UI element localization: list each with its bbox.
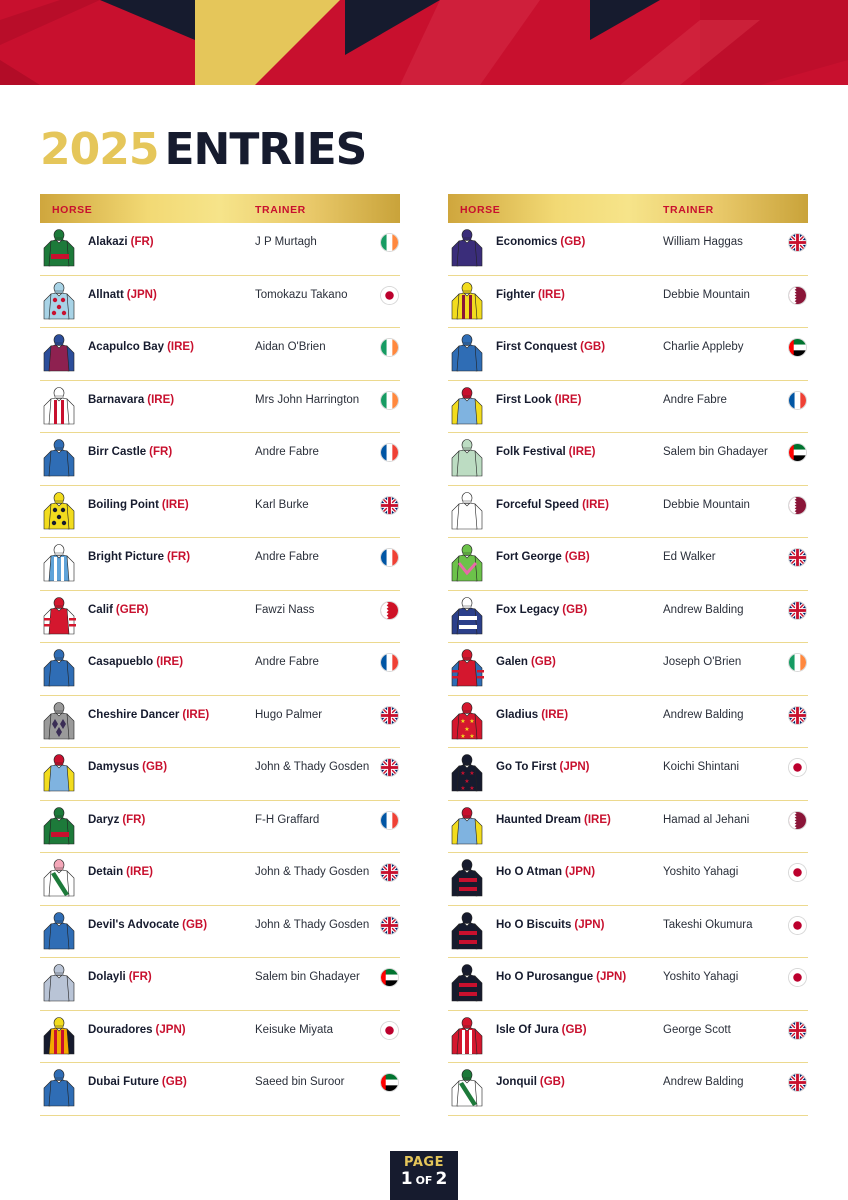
- page-number: [390, 1169, 458, 1189]
- svg-text:★: ★: [464, 779, 470, 785]
- racing-silk-icon: [450, 333, 484, 375]
- horse-name-text: Forceful Speed: [496, 498, 580, 511]
- entries-table-left: [40, 194, 400, 1116]
- horse-name: [496, 1024, 587, 1036]
- trainer-name: Keisuke Miyata: [255, 1023, 333, 1036]
- page-current: 1: [400, 1169, 413, 1189]
- racing-silk-icon: [450, 858, 484, 900]
- table-header: [448, 194, 808, 223]
- horse-country: (FR): [167, 551, 191, 563]
- table-row: [40, 1063, 400, 1116]
- ireland-flag-icon: [789, 654, 806, 671]
- table-row: [448, 276, 808, 329]
- horse-name: [88, 814, 145, 826]
- horse-name-text: Devil's Advocate: [88, 918, 180, 931]
- entries-table-right: [448, 194, 808, 1116]
- horse-name-text: Daryz: [88, 813, 120, 826]
- racing-silk-icon: [450, 701, 484, 743]
- trainer-name: Joseph O'Brien: [663, 656, 742, 668]
- japan-flag-icon: [789, 917, 806, 934]
- horse-name: [88, 289, 157, 301]
- table-row: [40, 906, 400, 959]
- horse-name: [496, 866, 595, 878]
- horse-name: [496, 709, 568, 721]
- table-row: [448, 433, 808, 486]
- racing-silk-icon: [42, 753, 76, 795]
- horse-country: (IRE): [182, 708, 210, 721]
- trainer-name: John & Thady Gosden: [255, 761, 370, 773]
- horse-country: (IRE): [582, 498, 609, 511]
- trainer-name: Yoshito Yahagi: [663, 866, 739, 878]
- title-word: ENTRIES: [164, 124, 367, 175]
- horse-name: [496, 1076, 565, 1088]
- horse-name-text: Jonquil: [496, 1076, 537, 1088]
- horse-country: (GB): [560, 236, 586, 248]
- horse-name-text: Cheshire Dancer: [88, 708, 180, 721]
- horse-country: (JPN): [559, 761, 590, 773]
- horse-name: [88, 551, 190, 563]
- trainer-name: Takeshi Okumura: [663, 918, 753, 931]
- racing-silk-icon: [450, 753, 484, 795]
- table-row: [448, 223, 808, 276]
- racing-silk-icon: [42, 911, 76, 953]
- svg-text:★: ★: [469, 786, 475, 792]
- horse-name-text: Haunted Dream: [496, 813, 581, 826]
- horse-name-text: Detain: [88, 866, 124, 878]
- racing-silk-icon: [42, 386, 76, 428]
- racing-silk-icon: [450, 386, 484, 428]
- trainer-name: Andre Fabre: [255, 446, 319, 458]
- racing-silk-icon: [450, 438, 484, 480]
- horse-country: (FR): [128, 971, 152, 983]
- racing-silk-icon: [42, 1016, 76, 1058]
- table-row: [448, 958, 808, 1011]
- table-row: [40, 853, 400, 906]
- trainer-name: Mrs John Harrington: [255, 393, 360, 406]
- racing-silk-icon: [42, 281, 76, 323]
- horse-country: (IRE): [568, 446, 596, 458]
- horse-name: [88, 446, 172, 458]
- horse-name: [496, 656, 556, 668]
- table-row: [448, 801, 808, 854]
- page-label: PAGE: [404, 1155, 444, 1170]
- uk-flag-icon: [381, 759, 398, 776]
- trainer-name: Debbie Mountain: [663, 288, 750, 301]
- ireland-flag-icon: [381, 392, 398, 409]
- horse-name: [88, 1076, 187, 1088]
- racing-silk-icon: [450, 543, 484, 585]
- horse-name-text: Ho O Purosangue: [496, 971, 594, 983]
- svg-text:★: ★: [464, 726, 470, 733]
- svg-text:★: ★: [469, 771, 475, 777]
- table-row: [448, 906, 808, 959]
- trainer-name: Tomokazu Takano: [255, 288, 348, 301]
- racing-silk-icon: [450, 648, 484, 690]
- uk-flag-icon: [381, 707, 398, 724]
- header-banner: [0, 0, 848, 85]
- trainer-name: Fawzi Nass: [255, 603, 315, 616]
- racing-silk-icon: [42, 228, 76, 270]
- trainer-name: Andre Fabre: [663, 393, 727, 406]
- table-row: [448, 643, 808, 696]
- trainer-name: Andrew Balding: [663, 603, 744, 616]
- horse-country: (IRE): [537, 288, 565, 301]
- horse-name-text: Dubai Future: [88, 1076, 159, 1088]
- horse-name-text: Acapulco Bay: [88, 341, 165, 353]
- horse-country: (GB): [562, 603, 588, 616]
- horse-name-text: Dolayli: [88, 971, 126, 983]
- racing-silk-icon: [42, 701, 76, 743]
- trainer-name: George Scott: [663, 1023, 731, 1036]
- trainer-name: Andrew Balding: [663, 1076, 744, 1088]
- racing-silk-icon: [42, 333, 76, 375]
- horse-name-text: Douradores: [88, 1023, 153, 1036]
- horse-name-text: Ho O Atman: [496, 866, 563, 878]
- horse-name-text: Go To First: [496, 761, 557, 773]
- table-row: [448, 538, 808, 591]
- uk-flag-icon: [789, 549, 806, 566]
- trainer-name: J P Murtagh: [255, 236, 317, 248]
- uk-flag-icon: [381, 917, 398, 934]
- japan-flag-icon: [789, 759, 806, 776]
- horse-name-text: Casapueblo: [88, 656, 154, 668]
- trainer-name: Koichi Shintani: [663, 761, 740, 773]
- horse-name-text: Fort George: [496, 551, 562, 563]
- horse-name-text: Ho O Biscuits: [496, 918, 572, 931]
- france-flag-icon: [381, 654, 398, 671]
- horse-name: [496, 394, 581, 406]
- svg-text:★: ★: [469, 718, 475, 725]
- racing-silk-icon: [450, 1016, 484, 1058]
- horse-name-text: Allnatt: [88, 288, 124, 301]
- horse-country: (IRE): [584, 813, 611, 826]
- page-of: OF: [415, 1174, 433, 1187]
- horse-name-text: Fox Legacy: [496, 603, 560, 616]
- table-header: [40, 194, 400, 223]
- trainer-name: Karl Burke: [255, 498, 309, 511]
- horse-country: (GB): [580, 341, 606, 353]
- horse-country: (JPN): [155, 1023, 186, 1036]
- racing-silk-icon: [450, 596, 484, 638]
- trainer-name: Salem bin Ghadayer: [663, 446, 768, 458]
- rows-left: [40, 223, 400, 1116]
- horse-name: [496, 289, 565, 301]
- horse-country: (IRE): [147, 393, 175, 406]
- trainer-name: Debbie Mountain: [663, 498, 750, 511]
- table-row: [40, 276, 400, 329]
- horse-country: (GB): [539, 1076, 565, 1088]
- horse-name-text: Birr Castle: [88, 446, 147, 458]
- uae-flag-icon: [381, 969, 398, 986]
- france-flag-icon: [789, 392, 806, 409]
- horse-name-text: Alakazi: [88, 236, 128, 248]
- racing-silk-icon: [450, 228, 484, 270]
- horse-name-text: Boiling Point: [88, 498, 159, 511]
- horse-name: [88, 866, 153, 878]
- horse-country: (IRE): [554, 393, 582, 406]
- table-row: [448, 591, 808, 644]
- horse-name: [496, 236, 585, 248]
- header-horse: HORSE: [460, 204, 501, 216]
- table-row: [448, 696, 808, 749]
- horse-country: (IRE): [126, 866, 153, 878]
- horse-country: (GB): [182, 918, 208, 931]
- uk-flag-icon: [789, 707, 806, 724]
- horse-name: [496, 446, 596, 458]
- horse-name-text: Folk Festival: [496, 446, 566, 458]
- japan-flag-icon: [789, 969, 806, 986]
- horse-name: [88, 341, 194, 353]
- header-trainer: TRAINER: [663, 204, 714, 216]
- horse-name-text: First Conquest: [496, 341, 578, 353]
- table-row: [448, 486, 808, 539]
- racing-silk-icon: [42, 648, 76, 690]
- horse-country: (GB): [142, 761, 168, 773]
- uk-flag-icon: [381, 497, 398, 514]
- page-total: 2: [435, 1169, 448, 1189]
- horse-country: (IRE): [167, 341, 194, 353]
- horse-name: [496, 971, 626, 983]
- horse-name: [88, 709, 209, 721]
- uae-flag-icon: [381, 1074, 398, 1091]
- table-row: [40, 486, 400, 539]
- title-year: 2025: [40, 124, 159, 175]
- table-row: [40, 801, 400, 854]
- horse-name: [88, 394, 174, 406]
- table-row: [448, 381, 808, 434]
- horse-country: (GER): [115, 603, 149, 616]
- table-row: [448, 1063, 808, 1116]
- table-row: [448, 748, 808, 801]
- horse-name: [496, 341, 605, 353]
- horse-name: [88, 604, 149, 616]
- trainer-name: Andre Fabre: [255, 551, 319, 563]
- racing-silk-icon: [42, 1068, 76, 1110]
- trainer-name: John & Thady Gosden: [255, 918, 370, 931]
- horse-name-text: Isle Of Jura: [496, 1023, 559, 1036]
- trainer-name: F-H Graffard: [255, 813, 320, 826]
- header-trainer: TRAINER: [255, 204, 306, 216]
- trainer-name: Andrew Balding: [663, 708, 744, 721]
- japan-flag-icon: [789, 864, 806, 881]
- table-row: [40, 223, 400, 276]
- racing-silk-icon: [450, 281, 484, 323]
- racing-silk-icon: [42, 438, 76, 480]
- table-row: [40, 433, 400, 486]
- racing-silk-icon: [42, 858, 76, 900]
- ireland-flag-icon: [381, 339, 398, 356]
- trainer-name: Hugo Palmer: [255, 708, 323, 721]
- qatar-flag-icon: [789, 287, 806, 304]
- horse-name-text: Gladius: [496, 708, 539, 721]
- bahrain-flag-icon: [381, 602, 398, 619]
- table-row: [448, 1011, 808, 1064]
- horse-name-text: Fighter: [496, 288, 535, 301]
- horse-name: [496, 761, 590, 773]
- svg-text:★: ★: [460, 771, 466, 777]
- table-row: [40, 1011, 400, 1064]
- horse-name-text: Barnavara: [88, 393, 145, 406]
- trainer-name: Saeed bin Suroor: [255, 1076, 345, 1088]
- racing-silk-icon: [450, 491, 484, 533]
- rows-right: [448, 223, 808, 1116]
- horse-country: (IRE): [541, 708, 569, 721]
- france-flag-icon: [381, 444, 398, 461]
- uk-flag-icon: [381, 864, 398, 881]
- table-row: [40, 748, 400, 801]
- horse-country: (FR): [130, 236, 154, 248]
- racing-silk-icon: [450, 806, 484, 848]
- japan-flag-icon: [381, 1022, 398, 1039]
- horse-country: (FR): [122, 813, 146, 826]
- horse-name-text: Galen: [496, 656, 528, 668]
- table-row: [40, 591, 400, 644]
- racing-silk-icon: [42, 806, 76, 848]
- trainer-name: Andre Fabre: [255, 656, 319, 668]
- qatar-flag-icon: [789, 812, 806, 829]
- table-row: [40, 381, 400, 434]
- svg-text:★: ★: [460, 786, 466, 792]
- horse-name-text: First Look: [496, 393, 552, 406]
- horse-country: (JPN): [574, 918, 605, 931]
- ireland-flag-icon: [381, 234, 398, 251]
- uk-flag-icon: [789, 602, 806, 619]
- horse-country: (JPN): [596, 971, 627, 983]
- horse-name: [88, 971, 152, 983]
- horse-name: [88, 236, 154, 248]
- uae-flag-icon: [789, 444, 806, 461]
- horse-country: (GB): [530, 656, 556, 668]
- trainer-name: Hamad al Jehani: [663, 813, 750, 826]
- horse-name: [88, 919, 207, 931]
- banner-graphic: [0, 0, 848, 85]
- racing-silk-icon: [42, 596, 76, 638]
- horse-country: (JPN): [126, 288, 157, 301]
- horse-name-text: Damysus: [88, 761, 140, 773]
- table-row: [448, 853, 808, 906]
- uk-flag-icon: [789, 234, 806, 251]
- horse-name: [496, 604, 587, 616]
- table-row: [40, 958, 400, 1011]
- france-flag-icon: [381, 812, 398, 829]
- racing-silk-icon: [450, 1068, 484, 1110]
- trainer-name: Salem bin Ghadayer: [255, 971, 360, 983]
- qatar-flag-icon: [789, 497, 806, 514]
- horse-country: (IRE): [156, 656, 184, 668]
- uk-flag-icon: [789, 1074, 806, 1091]
- racing-silk-icon: [42, 491, 76, 533]
- uae-flag-icon: [789, 339, 806, 356]
- svg-text:★: ★: [460, 733, 466, 740]
- header-horse: HORSE: [52, 204, 93, 216]
- table-row: [40, 643, 400, 696]
- racing-silk-icon: [450, 911, 484, 953]
- racing-silk-icon: [450, 963, 484, 1005]
- svg-text:★: ★: [460, 718, 466, 725]
- trainer-name: Charlie Appleby: [663, 341, 744, 353]
- page-title: [40, 124, 366, 176]
- horse-name: [88, 761, 167, 773]
- horse-country: (GB): [561, 1023, 587, 1036]
- racing-silk-icon: [42, 543, 76, 585]
- table-row: [40, 696, 400, 749]
- horse-country: (GB): [161, 1076, 187, 1088]
- horse-name-text: Economics: [496, 236, 558, 248]
- horse-name: [88, 656, 183, 668]
- trainer-name: William Haggas: [663, 236, 743, 248]
- uk-flag-icon: [789, 1022, 806, 1039]
- table-row: [448, 328, 808, 381]
- trainer-name: Aidan O'Brien: [255, 341, 326, 353]
- svg-text:★: ★: [469, 733, 475, 740]
- horse-name: [496, 499, 609, 511]
- page-indicator: [390, 1151, 458, 1200]
- horse-name-text: Bright Picture: [88, 551, 165, 563]
- trainer-name: Yoshito Yahagi: [663, 971, 739, 983]
- table-row: [40, 538, 400, 591]
- horse-name: [496, 551, 590, 563]
- france-flag-icon: [381, 549, 398, 566]
- horse-name: [88, 1024, 186, 1036]
- trainer-name: John & Thady Gosden: [255, 866, 370, 878]
- horse-name-text: Calif: [88, 603, 113, 616]
- racing-silk-icon: [42, 963, 76, 1005]
- horse-country: (FR): [149, 446, 173, 458]
- horse-country: (GB): [564, 551, 590, 563]
- japan-flag-icon: [381, 287, 398, 304]
- table-row: [40, 328, 400, 381]
- horse-name: [88, 499, 189, 511]
- horse-name: [496, 919, 604, 931]
- horse-country: (JPN): [565, 866, 596, 878]
- trainer-name: Ed Walker: [663, 551, 716, 563]
- horse-name: [496, 814, 611, 826]
- horse-country: (IRE): [161, 498, 189, 511]
